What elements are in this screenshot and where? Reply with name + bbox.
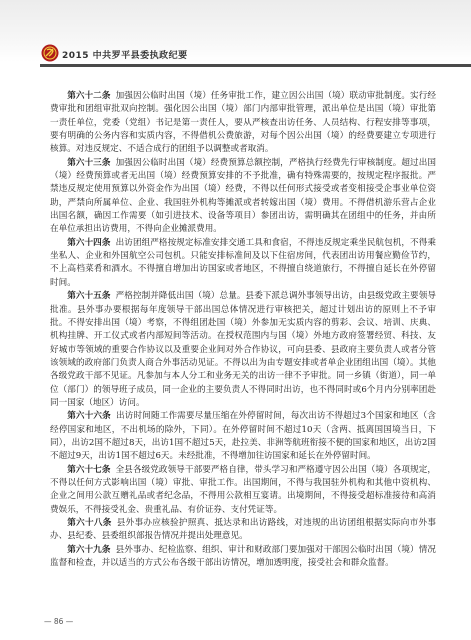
article-number: 第六十六条 xyxy=(67,411,111,422)
article-number: 第六十四条 xyxy=(67,237,111,248)
article-text: 出访团组严格按规定标准安排交通工具和食宿，不得违反规定乘坐民航包机，不得乘坐私人、企业和外国航空公司包机。只能安排标准间及以下住宿房间，代表团出访用餐应勤俭节约，不上高档菜肴和酒水。不得擅自增加出访国家或者地区，不得擅自绕道旅行，不得擅自延长在外停留时间。 xyxy=(50,237,436,288)
article-text: 县外事办、纪检监察、组织、审计和财政部门要加强对干部因公临时出国（境）情况监督和检查，并以适当的方式公布各级干部出访情况，增加透明度，接受社会和群众监督。 xyxy=(50,544,436,569)
article-number: 第六十五条 xyxy=(67,291,111,302)
document-body xyxy=(50,90,436,570)
article-text: 加强因公临时出国（境）经费预算总额控制，严格执行经费先行审核制度。超过出国（境）经费预算或者无出国（境）经费预算安排的不予批准，确有特殊需要的，按规定程序报批。严禁违反规定使用预算以外资金作为出国（境）经费，不得以任何形式接受或者变相接受企事业单位资助，严禁向所属单位、企业、我国驻外机构等摊派或者转嫁出国（境）费用。不得借机游乐营占企业出国名额，确因工作需要（如引进技术、设备等项目）参团出访，需明确其在团组中的任务，并由所在单位承担出访费用，不得向企业摊派费用。 xyxy=(50,157,436,235)
article-69 xyxy=(50,544,436,571)
article-64 xyxy=(50,237,436,290)
article-text: 严格控制并降低出国（境）总量。县委下派总调外事领导出访，由县级党政主要领导批准。县外事办要根据每年度领导干部出国总体情况进行审核把关，超过计划出访的原则上不予审批。不得安排出国（境）考察，不得组团赴国（境）外参加无实质内容的剪彩、会议、培训、庆典、机构挂牌、开工仪式或者内部短间等活动。在授权范围内与国（境）外地方政府签署经贸、科技、友好城市等领域的重要合作协议以及重要企业间对外合作协议，可向县委、县政府主要负责人或者分管该领域的政府部门负责人商合外事活动见证。不得以出为由专题安排或者单企业团组出国（境）。其他各级党政干部不见证。凡参加与本人分工和业务无关的出访一律不予审批。同一乡镇（街道），同一单位（部门）的领导班子成员，同一企业的主要负责人不得同时出访，也不得同时或6个月内分别率团赴同一国家（地区）访问。 xyxy=(50,291,436,408)
article-62 xyxy=(50,90,436,157)
article-66 xyxy=(50,410,436,463)
article-number: 第六十九条 xyxy=(67,544,111,555)
article-63 xyxy=(50,157,436,237)
article-number: 第六十三条 xyxy=(67,157,111,168)
article-text: 县外事办应核验护照真、抵达录和出访路线，对违规的出访团组根据实际向市外事办、县纪委、县委组织部报告情况并提出处理意见。 xyxy=(50,518,436,542)
header-title: 2015 中共罗平县委执政纪要 xyxy=(62,51,188,61)
article-65 xyxy=(50,290,436,410)
page-header xyxy=(0,0,471,72)
article-67 xyxy=(50,464,436,517)
article-text: 全县各级党政领导干部要严格自律，带头学习和严格遵守因公出国（境）各项规定，不得以任何方式影响出国（境）审批、审批工作。出国期间，不得与我国驻外机构和其他中资机构、企业之间用公款互赠礼品或者纪念品，不得用公款相互宴请。出境期间，不得接受超标准接待和高消费娱乐，不得接受礼金、贵重礼品、有价证券、支付凭证等。 xyxy=(50,464,436,515)
page-number: — 86 — xyxy=(44,617,74,626)
article-text: 加强因公临时出国（境）任务审批工作，建立因公出国（境）联动审批制度。实行经费审批和团组审批双向控制。强化因公出国（境）部门内部审批管理，派出单位是出国（境）审批第一责任单位，党委（党组）书记是第一责任人，要从严核查出访任务、人员结构、行程安排等事项，要有明确的公务内容和实质内容，不得借机公费旅游，对每个因公出国（境）的经费要建立专项进行核算。对违反规定、不适合成行的团组予以调整或者取消。 xyxy=(50,91,436,155)
article-text: 出访时间随工作需要尽量压缩在外停留时间，每次出访不得超过3个国家和地区（含经停国家和地区，不出机场的除外，下同）。在外停留时间不超过10天（含两、抵离国国境当日，下同），出访2国不超过8天，出访1国不超过5天，赴拉美、非洲等航班衔接不便的国家和地区，出访2国不超过9天，出访1国不超过6天。未经批准，不得增加往访国家和延长在外停留时间。 xyxy=(50,411,436,462)
article-number: 第六十八条 xyxy=(67,518,112,528)
article-68 xyxy=(50,517,436,544)
article-number: 第六十七条 xyxy=(67,464,111,475)
party-emblem-icon xyxy=(41,44,59,62)
article-number: 第六十二条 xyxy=(67,91,111,101)
header-rule xyxy=(40,64,471,67)
